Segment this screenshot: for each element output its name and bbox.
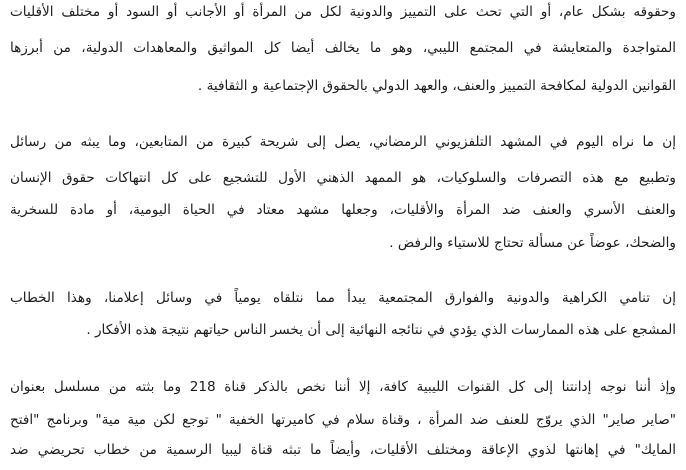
text-line: المشجع على هذه الممارسات الذي يؤدي في نتائجه النهائية إلى أن يخسر الناس حياتهم نتيجة هذه الأفكار . (86, 322, 676, 338)
text-line: القوانين الدولية لمكافحة التمييز والعنف، والعهد الدولي بالحقوق الإجتماعية و الثقافية . (197, 78, 676, 94)
text-line: "صاير صاير" الذي يروّج للعنف ضد المرأة ، وقناة سلام في كاميرتها الخفية " توجع لكن مية مية" وبرنامج "افتح (10, 412, 676, 428)
text-line: وإذ أننا نوجه إدانتنا إلى كل القنوات الليبية كافة، إلا أننا نخص بالذكر قناة 218 وما بثته من مسلسل بعنوان (10, 379, 676, 395)
text-line: إن ما نراه اليوم في المشهد التلفزيوني الرمضاني، يصل إلى شريحة كبيرة من المتابعين، وما يبثه من رسائل (10, 134, 676, 150)
text-line: والضحك، عوضاً عن مسألة تحتاج للاستياء والرفض . (389, 235, 676, 251)
text-line: وتطبيع مع هذه التصرفات والسلوكيات، هو الممهد الذهني الأول للتشجيع على كل انتهاكات حقوق الإنسان (10, 170, 676, 186)
text-line: وحقوقه بشكل عام، أو التي تحث على التمييز والدونية لكل من المرأة أو الأجانب أو السود أو مختلف الأقليات (10, 4, 676, 20)
text-line: المتواجدة والمتعايشة في المجتمع الليبي، وهو ما يخالف أيضا كل المواثيق والمعاهدات الدولية، من أبرزها (10, 40, 676, 56)
text-line: إن تنامي الكراهية والدونية والفوارق المجتمعية يبدأ مما نتلقاه يومياً في وسائل إعلامنا، وهذا الخطاب (10, 290, 676, 306)
text-line: والعنف الأسري والعنف ضد المرأة والأقليات، وجعلها مشهد معتاد في الحياة اليومية، أو مادة للسخرية (10, 202, 676, 218)
text-line: المايك" في إهانتها لذوي الإعاقة ومختلف الأقليات، وأيضاً ما تبثه قناة ليبيا الرسمية من خطاب تحريضي ضد (10, 442, 676, 458)
